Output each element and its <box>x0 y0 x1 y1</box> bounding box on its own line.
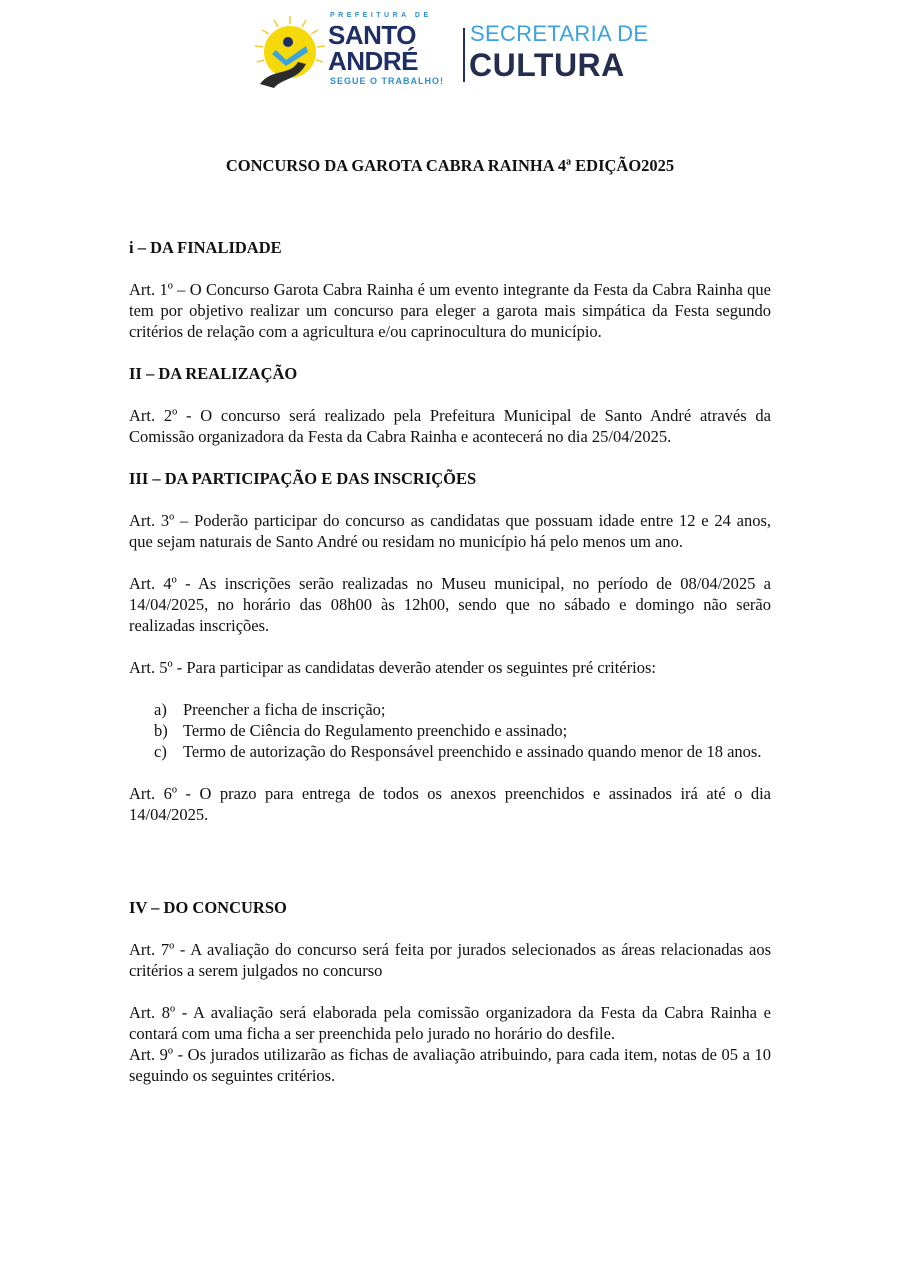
logo-secretaria-line2: CULTURA <box>469 47 625 83</box>
logo-prefeitura-top: PREFEITURA DE <box>330 12 432 19</box>
section-heading: i – DA FINALIDADE <box>129 238 282 257</box>
logo-santo-andre <box>328 22 418 74</box>
article-7: Art. 7º - A avaliação do concurso será feita por jurados selecionados as áreas relacionadas aos critérios a serem julgados no concurso <box>129 940 771 980</box>
list-marker: a) <box>154 700 167 719</box>
article-1: Art. 1º – O Concurso Garota Cabra Rainha é um evento integrante da Festa da Cabra Rainha que tem por objetivo realizar um concurso para eleger a garota mais simpática da Festa segundo critérios de relação com a agricultura e/ou caprinocultura do município. <box>129 280 771 341</box>
sun-logo-icon <box>250 12 330 90</box>
article-4: Art. 4º - As inscrições serão realizadas no Museu municipal, no período de 08/04/2025 a 14/04/2025, no horário das 08h00 às 12h00, sendo que no sábado e domingo não serão realizadas inscrições. <box>129 574 771 635</box>
logo-divider <box>463 28 465 82</box>
logo-name-line1: SANTO <box>328 20 417 50</box>
list-item-text: Preencher a ficha de inscrição; <box>183 700 386 719</box>
article-9: Art. 9º - Os jurados utilizarão as fichas de avaliação atribuindo, para cada item, notas de 05 a 10 seguindo os seguintes critérios. <box>129 1045 771 1085</box>
document-body <box>129 237 771 1107</box>
logo-slogan: SEGUE O TRABALHO! <box>330 76 445 86</box>
document-title: CONCURSO DA GAROTA CABRA RAINHA 4ª EDIÇÃO2025 <box>225 156 675 175</box>
list-item <box>129 699 771 720</box>
logo-name-line2: ANDRÉ <box>328 46 418 76</box>
article-2: Art. 2º - O concurso será realizado pela Prefeitura Municipal de Santo André através da Comissão organizadora da Festa da Cabra Rainha e acontecerá no dia 25/04/2025. <box>129 406 771 446</box>
logo-secretaria-line1: SECRETARIA DE <box>470 21 649 46</box>
article-3: Art. 3º – Poderão participar do concurso as candidatas que possuam idade entre 12 e 24 anos, que sejam naturais de Santo André ou residam no município há pelo menos um ano. <box>129 511 771 551</box>
section-heading: II – DA REALIZAÇÃO <box>129 364 298 383</box>
list-marker: b) <box>154 721 168 740</box>
section-heading: IV – DO CONCURSO <box>129 898 287 917</box>
header-logos <box>250 12 650 96</box>
list-item-text: Termo de Ciência do Regulamento preenchido e assinado; <box>183 721 568 740</box>
list-marker: c) <box>154 742 167 761</box>
article-6: Art. 6º - O prazo para entrega de todos os anexos preenchidos e assinados irá até o dia 14/04/2025. <box>129 784 771 824</box>
section-heading: III – DA PARTICIPAÇÃO E DAS INSCRIÇÕES <box>129 469 477 488</box>
criteria-list <box>129 699 771 762</box>
article-5: Art. 5º - Para participar as candidatas deverão atender os seguintes pré critérios: <box>129 658 656 677</box>
list-item <box>129 720 771 741</box>
list-item-text: Termo de autorização do Responsável preenchido e assinado quando menor de 18 anos. <box>183 742 762 761</box>
list-item <box>129 741 771 762</box>
article-8: Art. 8º - A avaliação será elaborada pela comissão organizadora da Festa da Cabra Rainha e contará com uma ficha a ser preenchida pelo jurado no horário do desfile. <box>129 1003 771 1043</box>
